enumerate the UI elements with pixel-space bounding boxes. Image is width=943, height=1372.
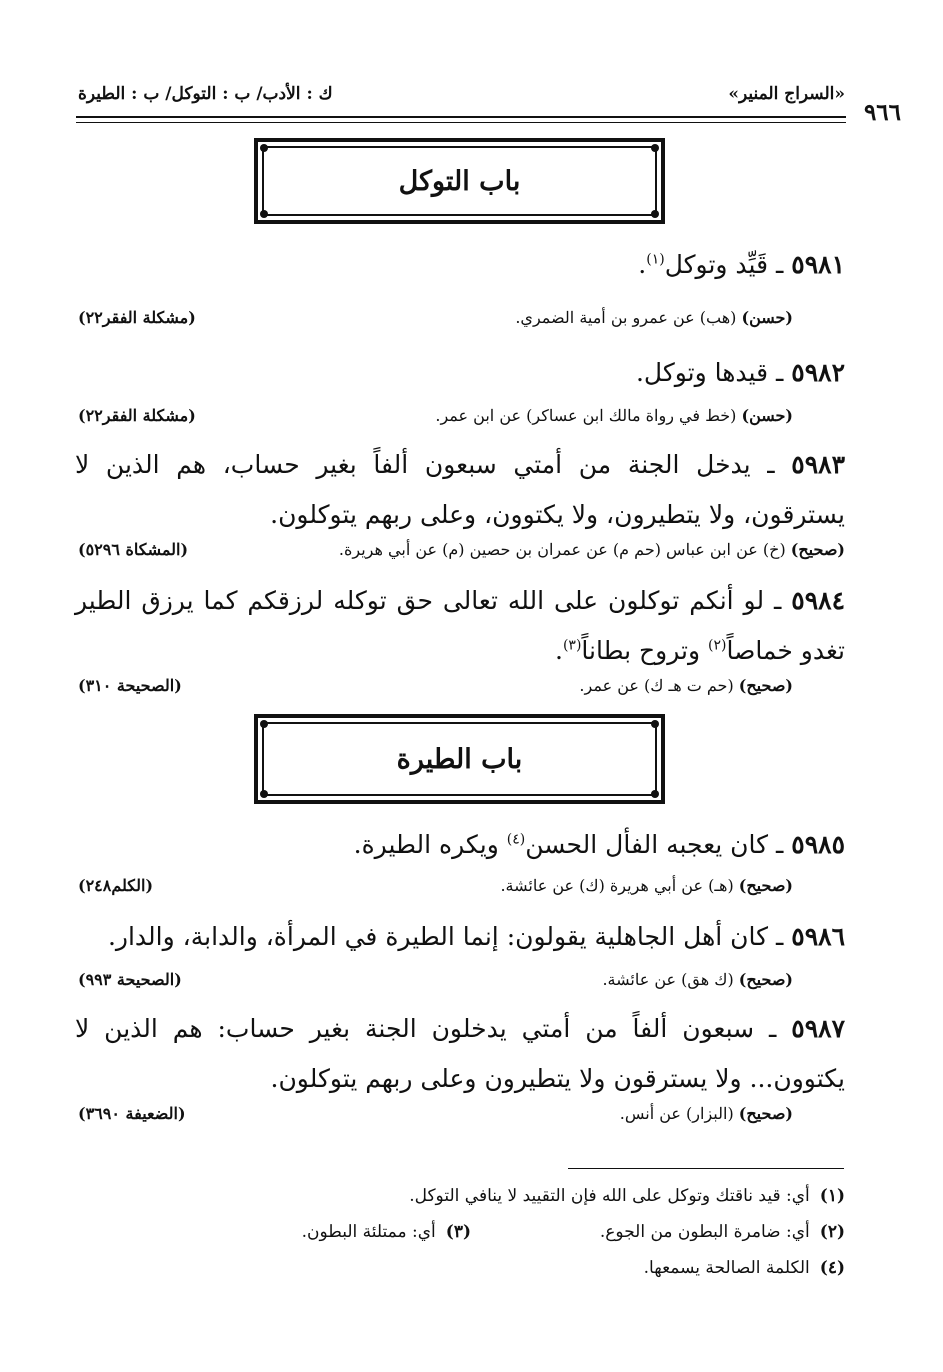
dash: ـ bbox=[767, 450, 775, 479]
hadith-text: كان أهل الجاهلية يقولون: إنما الطيرة في المرأة، والدابة، والدار. bbox=[107, 922, 769, 951]
hadith-5986 bbox=[75, 912, 845, 962]
footnote-number: (٢) bbox=[819, 1222, 845, 1242]
dash: ـ bbox=[776, 358, 784, 387]
footnote-marker: (٤) bbox=[506, 831, 526, 848]
hadith-grade: (صحيح) bbox=[738, 676, 793, 695]
hadith-source-text: (البزار) عن أنس. bbox=[619, 1104, 734, 1123]
hadith-source-text: (خ) عن ابن عباس (حم م) عن عمران بن حصين (م) عن أبي هريرة. bbox=[338, 540, 786, 559]
hadith-number: ٥٩٨٧ bbox=[791, 1014, 846, 1043]
hadith-source bbox=[500, 876, 793, 895]
footnote-marker: (٢) bbox=[708, 637, 727, 654]
hadith-source-text: (حم ت هـ ك) عن عمر. bbox=[579, 676, 734, 695]
dash: ـ bbox=[776, 250, 784, 279]
footnote-3 bbox=[302, 1222, 471, 1242]
chapter-title: باب الطيرة bbox=[396, 743, 523, 775]
hadith-number: ٥٩٨٤ bbox=[791, 586, 845, 615]
hadith-grade: (حسن) bbox=[741, 308, 793, 327]
hadith-text: لو أنكم توكلون على الله تعالى حق توكله لرزقكم كما يرزق الطير تغدو خماصاً bbox=[75, 586, 845, 665]
hadith-source-text: (ك هق) عن عائشة. bbox=[602, 970, 734, 989]
hadith-text: يدخل الجنة من أمتي سبعون ألفاً بغير حساب، هم الذين لا يسترقون، ولا يتطيرون، ولا يكتوون، وعلى ربهم يتوكلون. bbox=[75, 450, 845, 529]
hadith-text-end: . bbox=[638, 250, 647, 279]
hadith-text-end: . bbox=[554, 636, 563, 665]
hadith-source bbox=[579, 676, 793, 695]
dash: ـ bbox=[769, 1014, 777, 1043]
hadith-grade: (صحيح) bbox=[790, 540, 845, 559]
dash: ـ bbox=[774, 586, 782, 615]
hadith-source-text: (خط في رواة مالك ابن عساكر) عن ابن عمر. bbox=[435, 406, 737, 425]
hadith-number: ٥٩٨٦ bbox=[791, 922, 845, 951]
hadith-reference: (الصحيحة ٩٩٣) bbox=[78, 970, 182, 989]
dash: ـ bbox=[776, 922, 784, 951]
hadith-number: ٥٩٨١ bbox=[791, 250, 845, 279]
book-title: «السراج المنير» bbox=[728, 84, 845, 104]
hadith-reference: (مشكلة الفقر٢٢) bbox=[78, 406, 196, 425]
footnote-text: أي: ممتلئة البطون. bbox=[301, 1222, 436, 1242]
hadith-grade: (صحيح) bbox=[738, 1104, 793, 1123]
hadith-text: قيدها وتوكل. bbox=[635, 358, 769, 387]
hadith-text: قَيِّد وتوكل bbox=[664, 250, 769, 279]
header-rule bbox=[76, 116, 846, 118]
chapter-title: باب التوكل bbox=[398, 165, 521, 197]
hadith-5981 bbox=[75, 240, 845, 290]
hadith-reference: (الكلم٢٤٨) bbox=[78, 876, 154, 895]
footnote-1 bbox=[409, 1186, 845, 1206]
hadith-grade: (حسن) bbox=[741, 406, 793, 425]
chapter-box-tiyara bbox=[254, 714, 665, 804]
footnote-number: (٤) bbox=[819, 1258, 845, 1278]
hadith-5985 bbox=[75, 820, 845, 870]
footnote-marker: (٣) bbox=[562, 637, 582, 654]
header-rule-thin bbox=[76, 122, 846, 123]
hadith-5987 bbox=[75, 1004, 845, 1104]
hadith-source bbox=[602, 970, 793, 989]
hadith-grade: (صحيح) bbox=[738, 876, 793, 895]
hadith-5984 bbox=[75, 576, 845, 676]
footnote-text: الكلمة الصالحة يسمعها. bbox=[643, 1258, 810, 1278]
hadith-source bbox=[515, 308, 793, 327]
hadith-number: ٥٩٨٣ bbox=[791, 450, 846, 479]
hadith-source-text: (هب) عن عمرو بن أمية الضمري. bbox=[515, 308, 737, 327]
hadith-grade: (صحيح) bbox=[738, 970, 793, 989]
hadith-reference: (المشكاة ٥٢٩٦) bbox=[78, 540, 189, 559]
hadith-source bbox=[435, 406, 793, 425]
hadith-reference: (الصحيحة ٣١٠) bbox=[78, 676, 182, 695]
hadith-number: ٥٩٨٢ bbox=[791, 358, 845, 387]
footnote-rule bbox=[568, 1168, 844, 1169]
footnote-marker: (١) bbox=[646, 251, 665, 268]
hadith-text: سبعون ألفاً من أمتي يدخلون الجنة بغير حساب: هم الذين لا يكتوون... ولا يسترقون ولا يتطيرون وعلى ربهم يتوكلون. bbox=[75, 1014, 845, 1093]
dash: ـ bbox=[776, 830, 784, 859]
footnote-number: (١) bbox=[819, 1186, 845, 1206]
chapter-path: ك : الأدب/ ب : التوكل/ ب : الطيرة bbox=[78, 84, 333, 104]
hadith-source-text: (هـ) عن أبي هريرة (ك) عن عائشة. bbox=[500, 876, 734, 895]
hadith-text-end: ويكره الطيرة. bbox=[353, 830, 507, 859]
footnote-text: أي: قيد ناقتك وتوكل على الله فإن التقييد لا ينافي التوكل. bbox=[409, 1186, 810, 1206]
footnote-text: أي: ضامرة البطون من الجوع. bbox=[599, 1222, 810, 1242]
hadith-reference: (الضعيفة ٣٦٩٠) bbox=[78, 1104, 186, 1123]
hadith-source bbox=[620, 1104, 793, 1123]
hadith-5982 bbox=[75, 348, 845, 398]
hadith-text-mid: وتروح بطاناً bbox=[581, 636, 708, 665]
hadith-reference: (مشكلة الفقر٢٢) bbox=[78, 308, 196, 327]
chapter-box-tawakkul bbox=[254, 138, 665, 224]
hadith-5983 bbox=[75, 440, 845, 540]
footnote-2 bbox=[600, 1222, 845, 1242]
footnote-number: (٣) bbox=[445, 1222, 471, 1242]
footnote-4 bbox=[644, 1258, 845, 1278]
hadith-source bbox=[339, 540, 845, 559]
hadith-text: كان يعجبه الفأل الحسن bbox=[525, 830, 769, 859]
hadith-number: ٥٩٨٥ bbox=[791, 830, 845, 859]
page-number: ٩٦٦ bbox=[863, 99, 901, 126]
